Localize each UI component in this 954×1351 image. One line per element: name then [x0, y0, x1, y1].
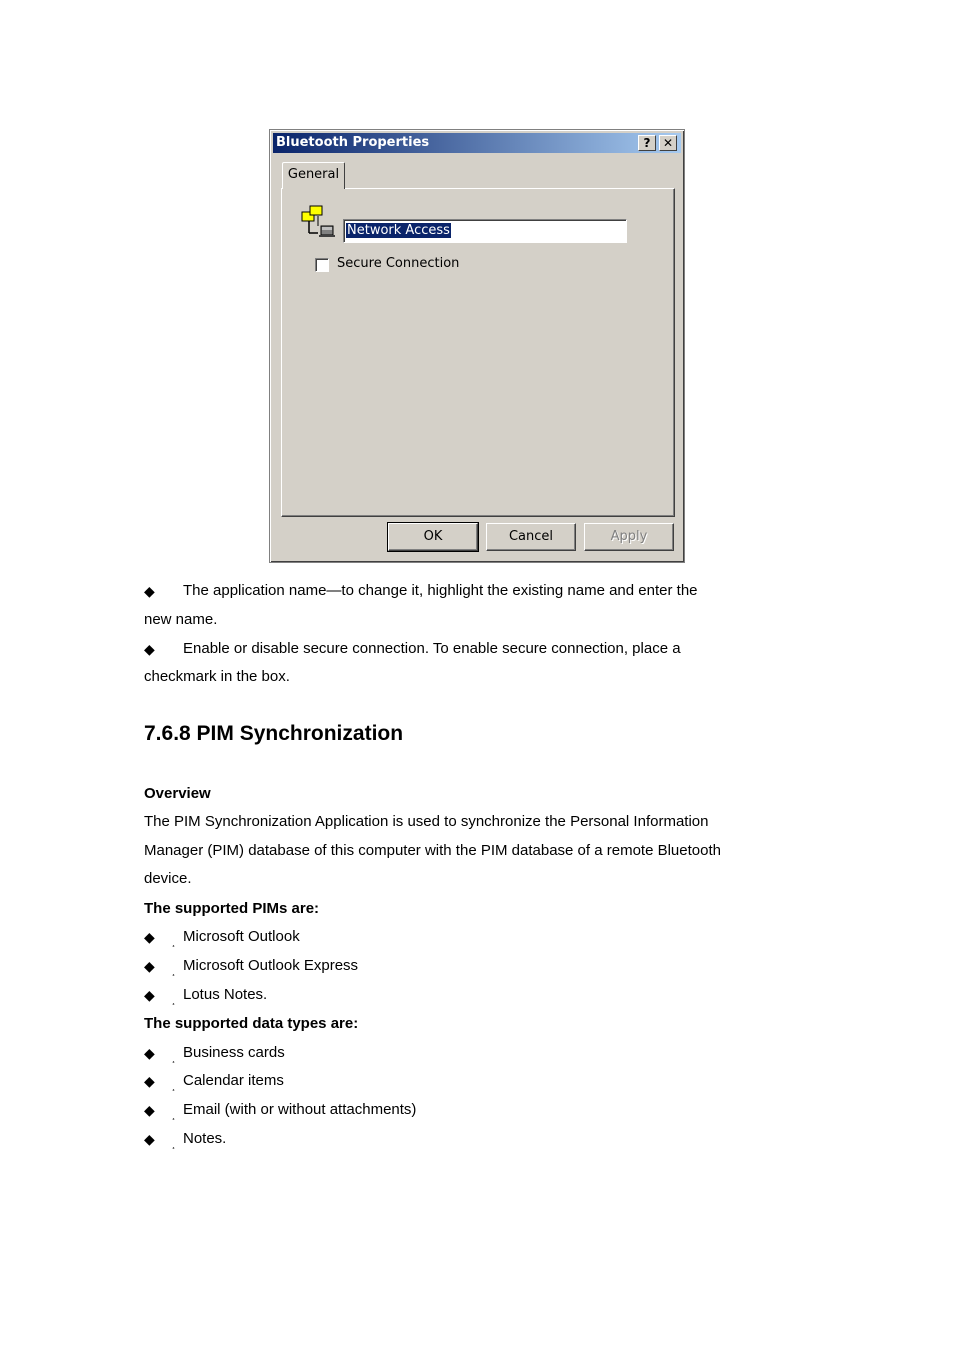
bullet-tick: ¸: [172, 1110, 176, 1121]
pim-item: Microsoft Outlook Express: [183, 957, 359, 974]
bullet-diamond: ◆: [144, 1131, 155, 1147]
bullet-tick: ¸: [172, 1081, 176, 1092]
data-type-item: Notes.: [183, 1130, 227, 1147]
bullet-tick: ¸: [172, 1139, 176, 1150]
data-type-item: Business cards: [183, 1044, 285, 1061]
dialog-titlebar: [273, 133, 681, 153]
secure-connection-label[interactable]: Secure Connection: [337, 256, 460, 271]
bullet-diamond: ◆: [144, 1102, 155, 1118]
bullet-diamond: ◆: [144, 929, 155, 945]
cancel-button[interactable]: Cancel: [486, 523, 576, 551]
bullet-diamond: ◆: [144, 1073, 155, 1089]
pim-item: Lotus Notes.: [183, 986, 268, 1003]
tab-general[interactable]: General: [282, 162, 345, 189]
apply-button[interactable]: Apply: [584, 523, 674, 551]
intro-bullet-1-continuation: new name.: [144, 611, 218, 628]
data-type-item: Calendar items: [183, 1072, 284, 1089]
bullet-tick: ¸: [172, 966, 176, 977]
bullet-diamond: ◆: [144, 1045, 155, 1061]
data-type-item: Email (with or without attachments): [183, 1101, 417, 1118]
bullet-diamond: ◆: [144, 958, 155, 974]
application-name-selected-text: Network Access: [347, 223, 450, 238]
close-button[interactable]: ✕: [659, 135, 677, 151]
bullet-tick: ¸: [172, 937, 176, 948]
overview-line-2: Manager (PIM) database of this computer with the PIM database of a remote Bluetooth: [144, 842, 721, 859]
pims-heading: The supported PIMs are:: [144, 900, 320, 917]
types-heading: The supported data types are:: [144, 1015, 359, 1032]
section-heading: 7.6.8 PIM Synchronization: [144, 722, 404, 745]
bullet-tick: ¸: [172, 1053, 176, 1064]
intro-bullet-2-continuation: checkmark in the box.: [144, 668, 290, 685]
dialog-title: Bluetooth Properties: [276, 135, 430, 150]
application-name-input[interactable]: [343, 219, 627, 243]
bullet-text: The application name—to change it, highlight the existing name and enter the: [183, 582, 698, 599]
overview-heading: Overview: [144, 785, 211, 802]
network-access-icon: [300, 204, 338, 242]
bluetooth-properties-dialog: [269, 129, 685, 563]
bullet-tick: ¸: [172, 995, 176, 1006]
bullet-diamond: ◆: [144, 987, 155, 1003]
bullet-diamond: ◆: [144, 641, 155, 657]
pim-item: Microsoft Outlook: [183, 928, 300, 945]
overview-line-3: device.: [144, 870, 192, 887]
secure-connection-checkbox[interactable]: [315, 258, 329, 272]
bullet-diamond: ◆: [144, 583, 155, 599]
ok-button[interactable]: OK: [388, 523, 478, 551]
help-button[interactable]: ?: [638, 135, 656, 151]
overview-line-1: The PIM Synchronization Application is used to synchronize the Personal Information: [144, 813, 709, 830]
bullet-text: Enable or disable secure connection. To enable secure connection, place a: [183, 640, 681, 657]
